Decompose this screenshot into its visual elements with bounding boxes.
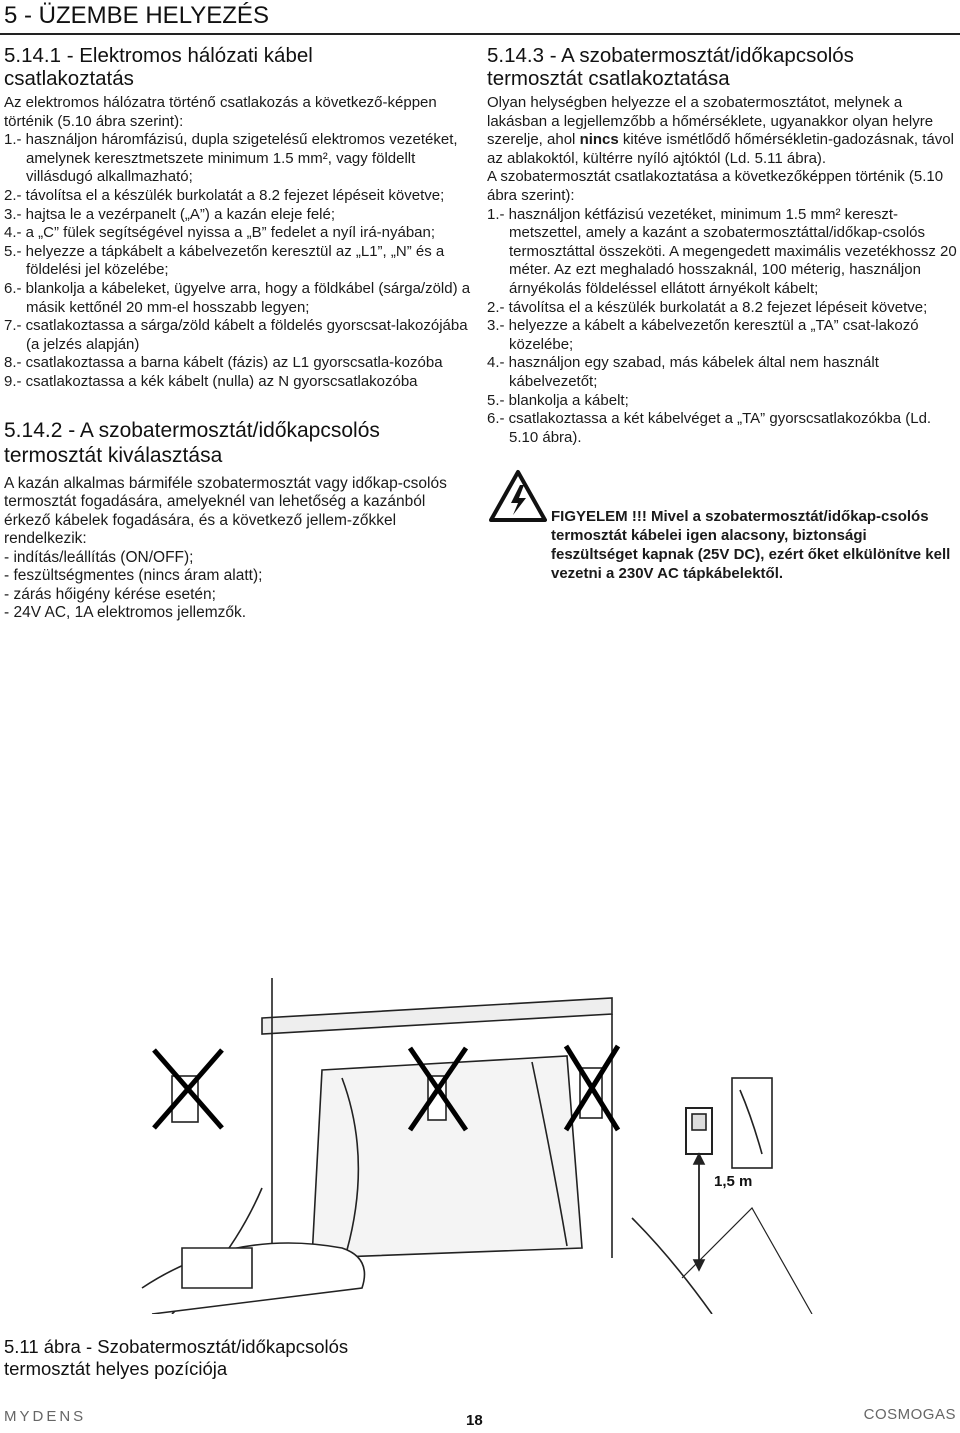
figure-caption (4, 1336, 464, 1380)
list-item: 9.- csatlakoztassa a kék kábelt (nulla) az N gyorscsatlakozóba (4, 372, 418, 390)
list-item: 5.- helyezze a tápkábelt a kábelvezetőn keresztül az „L1”, „N” és a földelési jel közelébe; (4, 242, 445, 279)
list-item: 5.- blankolja a kábelt; (487, 391, 629, 409)
header-rule (0, 33, 960, 35)
section-intro: Az elektromos hálózatra történő csatlakozás a következő-képpen történik (5.10 ábra szerint): (4, 94, 437, 130)
list-item: - zárás hőigény kérése esetén; (4, 585, 216, 603)
section-5-14-2 (4, 418, 476, 623)
section-title-line: 5.14.3 - A szobatermosztát/időkapcsolós (487, 44, 854, 67)
height-label: 1,5 m (714, 1173, 753, 1190)
brand-logo-left: MYDENS (4, 1408, 87, 1425)
list-item: 3.- hajtsa le a vezérpanelt („A”) a kazán eleje felé; (4, 205, 336, 223)
intro-text: Olyan helységben helyezze el a szobatermosztátot, melynek a lakásban a legjellemzőbb a hőmérséklete, ugyanakkor olyan helyre szerelje, ahol (487, 94, 934, 149)
room-illustration (112, 958, 852, 1314)
steps-list (487, 206, 957, 448)
intro-text: kitéve ismétlődő hőmérsékletin-gadozásnak, távol az ablakoktól, kültérre nyíló ajtóktól (Ld. 5.11 ábra). (487, 131, 954, 167)
list-item: 1.- használjon kétfázisú vezetéket, minimum 1.5 mm² kereszt-metszettel, amely a kazánt a szobatermosztáttal/időkap-csolós termosztáttal összeköti. A megengedett maximális vezetékhossz 20 méter. Az ezt meghaladó hosszaknál, 100 méterig, használjon árnyékolás földeléssel ellátott árnyékolt kábelt; (487, 205, 957, 297)
list-item: - feszültségmentes (nincs áram alatt); (4, 567, 263, 584)
page-footer (0, 1405, 960, 1433)
intro-emphasis: nincs (579, 131, 619, 149)
right-column (487, 44, 957, 583)
list-item: 2.- távolítsa el a készülék burkolatát a 8.2 fejezet lépéseit követve; (487, 298, 928, 316)
list-item: 7.- csatlakoztassa a sárga/zöld kábelt a földelés gyorscsat-lakozójába (a jelzés alapján) (4, 317, 468, 353)
caption-line: 5.11 ábra - Szobatermosztát/időkapcsolós (4, 1336, 349, 1357)
section-title-line: 5.14.1 - Elektromos hálózati kábel (4, 44, 313, 67)
list-item: 1.- használjon háromfázisú, dupla szigetelésű elektromos vezetéket, amelynek keresztmetszete minimum 1.5 mm², vagy földellt villásdugó alkallmazható; (4, 131, 458, 186)
steps-list (4, 131, 476, 391)
section-title-line: 5.14.2 - A szobatermosztát/időkapcsolós (4, 418, 380, 442)
section-title (4, 418, 476, 468)
list-item: - 24V AC, 1A elektromos jellemzők. (4, 604, 247, 621)
page-number: 18 (466, 1412, 483, 1429)
section-title-line: csatlakoztatás (4, 67, 134, 90)
list-item: 8.- csatlakoztassa a barna kábelt (fázis) az L1 gyorscsatla-kozóba (4, 354, 443, 372)
warning-text (487, 469, 957, 583)
list-item: 3.- helyezze a kábelt a kábelvezetőn keresztül a „TA” csat-lakozó közelébe; (487, 317, 919, 353)
section-intro-2: A szobatermosztát csatlakoztatása a következőképpen történik (5.10 ábra szerint): (487, 168, 944, 204)
section-title (487, 44, 957, 90)
section-5-14-3 (487, 44, 957, 583)
list-item: - indítás/leállítás (ON/OFF); (4, 548, 194, 566)
caption-line: termosztát helyes pozíciója (4, 1358, 228, 1379)
high-voltage-warning-icon (489, 469, 547, 523)
page-header (0, 0, 960, 34)
warning-message: FIGYELEM !!! Mivel a szobatermosztát/időkap-csolós termosztát kábelei igen alacsony, biztonsági feszültséget kapnak (25V DC), ezért őket elkülönítve kell vezetni a 230V AC tápkábelektől. (551, 508, 951, 583)
list-item: 6.- blankolja a kábeleket, ügyelve arra, hogy a földkábel (sárga/zöld) a másik kettőnél 20 mm-el hosszabb legyen; (4, 279, 471, 316)
section-intro (487, 94, 957, 168)
section-title-line: termosztát kiválasztása (4, 443, 223, 467)
warning-block (487, 469, 957, 583)
list-item: 4.- használjon egy szabad, más kábelek által nem használt kábelvezetőt; (487, 354, 879, 390)
list-item: 6.- csatlakoztassa a két kábelvéget a „TA” gyorscsatlakozókba (Ld. 5.10 ábra). (487, 410, 932, 446)
section-5-14-1 (4, 44, 476, 392)
left-column (4, 44, 476, 623)
section-title-line: termosztát csatlakoztatása (487, 67, 730, 90)
section-title (4, 44, 476, 90)
section-intro: A kazán alkalmas bármiféle szobatermosztát vagy időkap-csolós termosztát fogadására, amelyeknél van lehetőség a kazánból érkező kábelek fogadására, és a következő jellem-zőkkel rendelkezik: (4, 474, 447, 547)
list-item: 2.- távolítsa el a készülék burkolatát a 8.2 fejezet lépéseit követve; (4, 186, 445, 204)
list-item: 4.- a „C” fülek segítségével nyissa a „B” fedelet a nyíl irá-nyában; (4, 224, 436, 242)
features-list (4, 549, 476, 623)
chapter-title: 5 - ÜZEMBE HELYEZÉS (4, 2, 269, 29)
brand-logo-right: COSMOGAS (863, 1406, 956, 1423)
